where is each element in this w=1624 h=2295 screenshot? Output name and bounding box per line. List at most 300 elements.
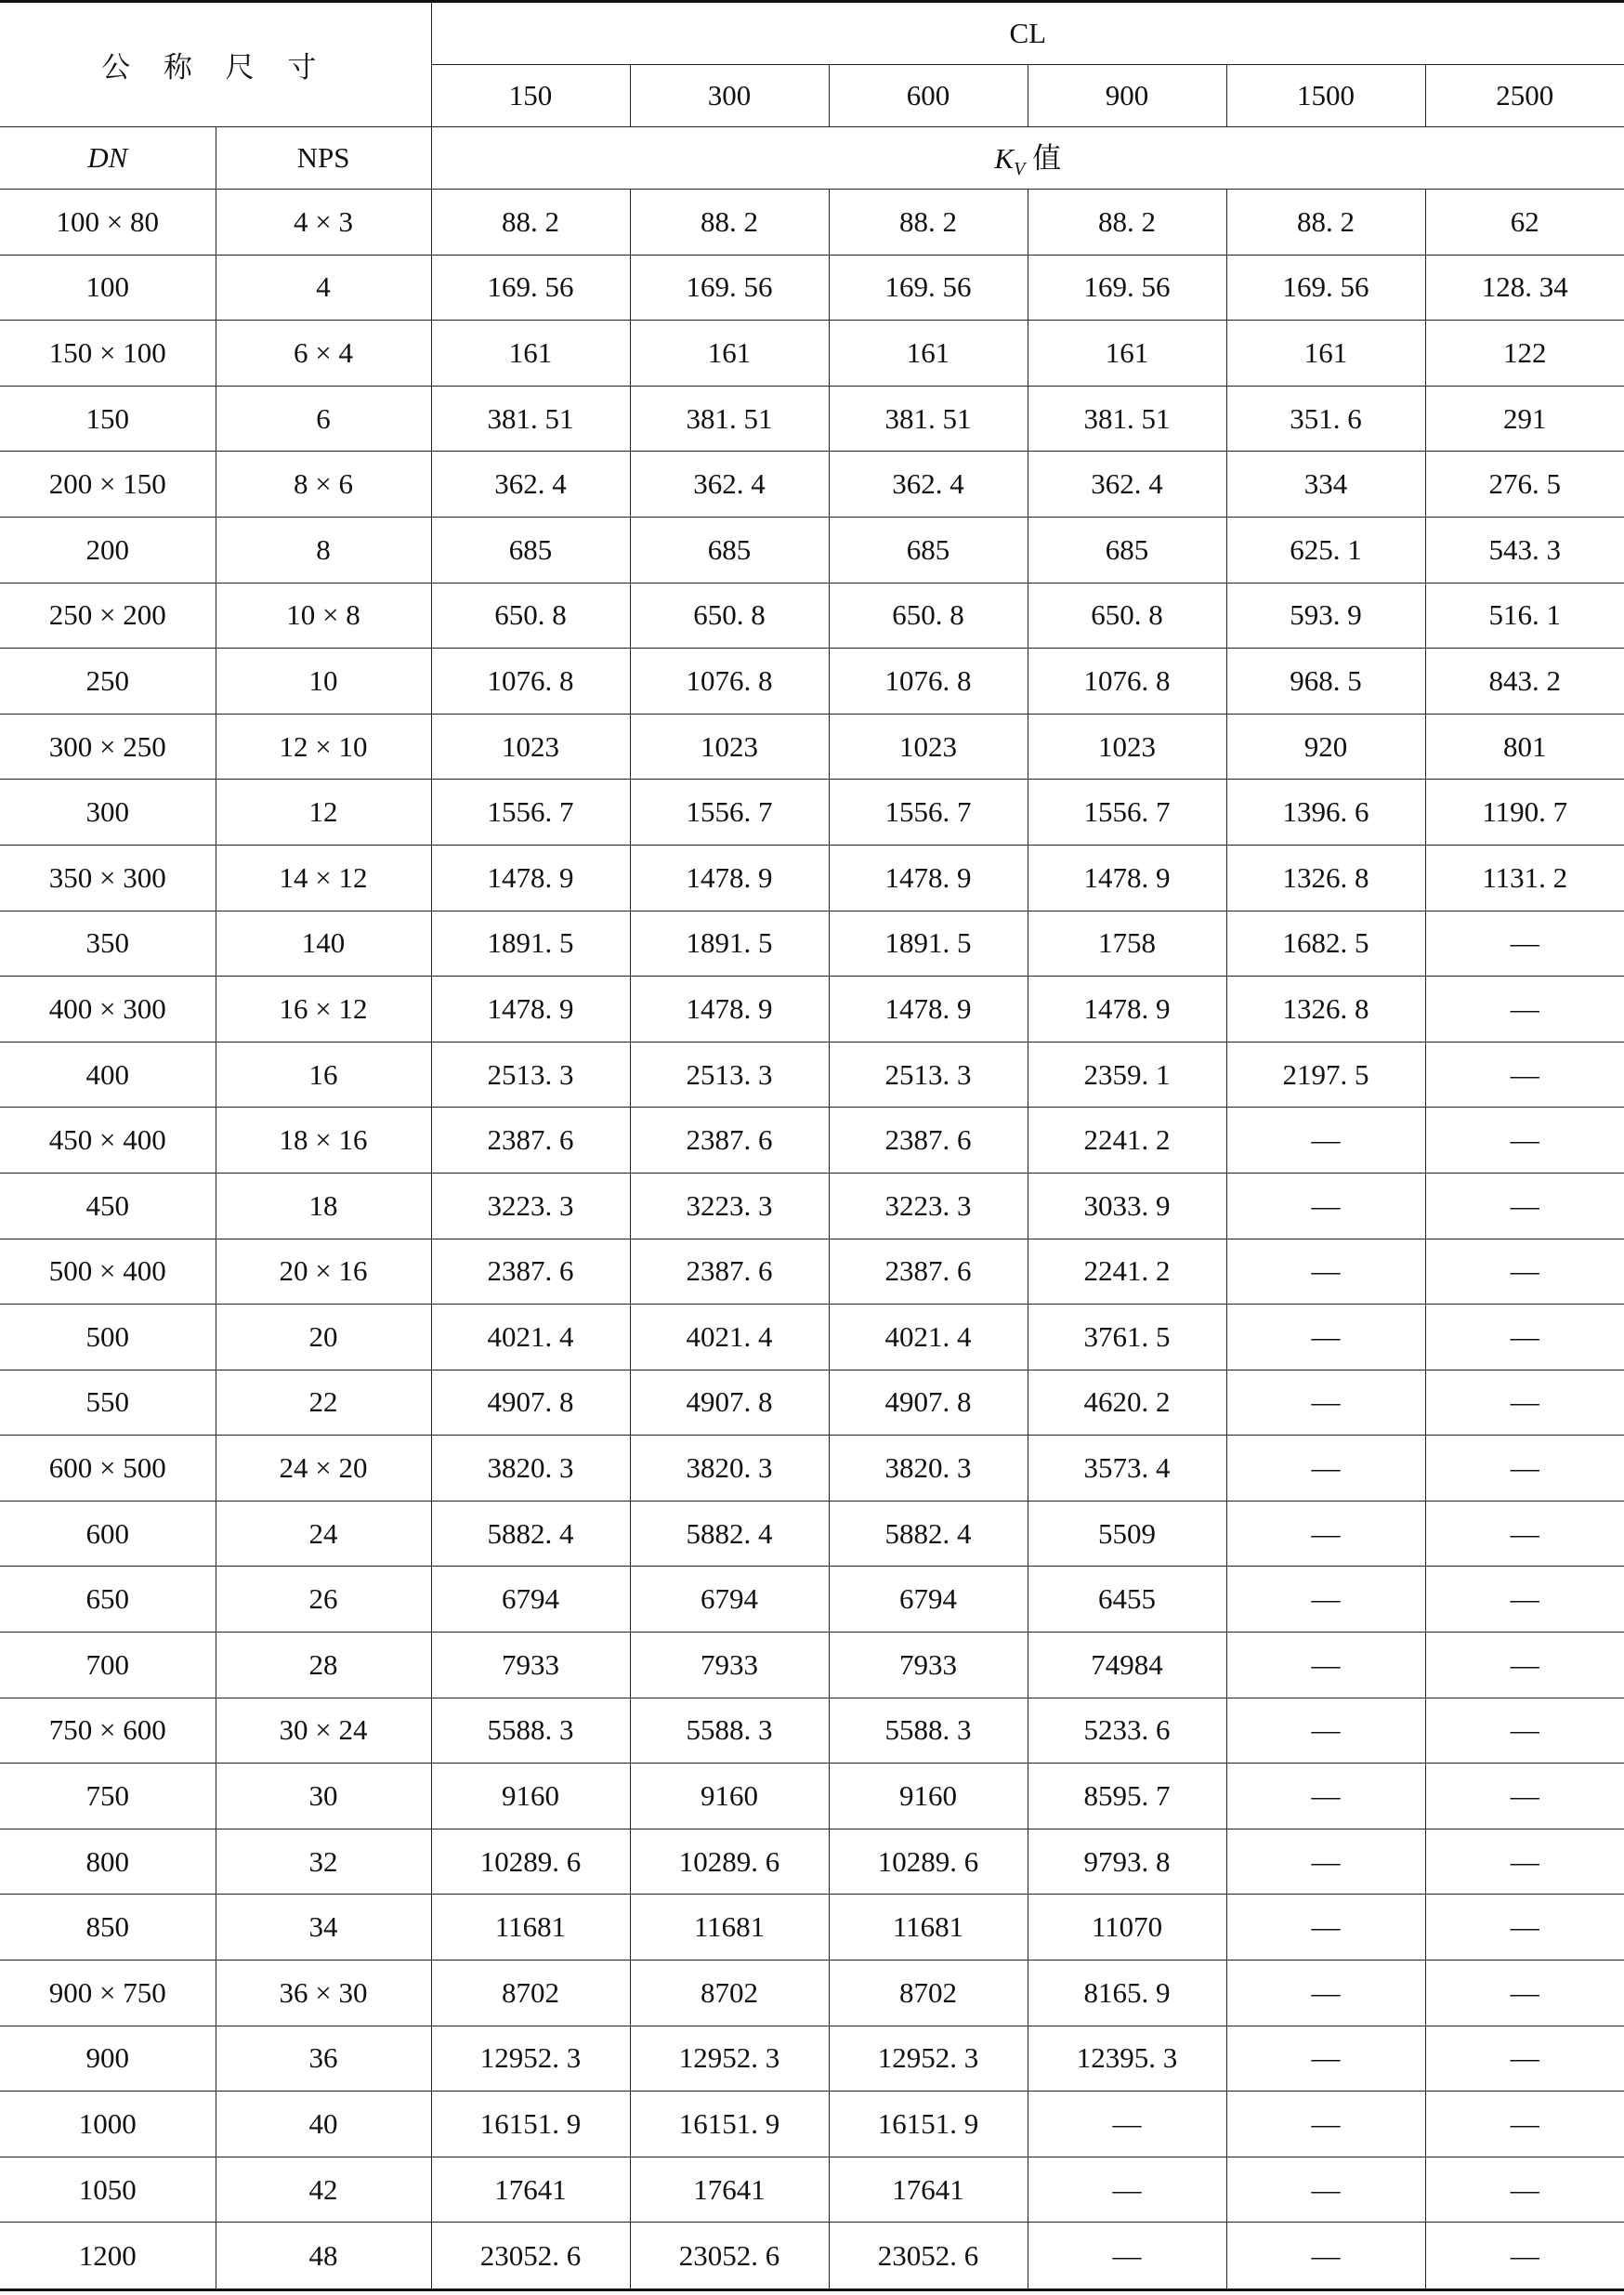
kv-cl2500-cell: — [1425,1370,1624,1436]
kv-cl900-cell: 169. 56 [1028,255,1226,321]
table-row [0,1764,1624,1829]
kv-cl600-cell: 4021. 4 [829,1305,1028,1370]
dn-cell: 700 [0,1633,216,1698]
kv-cl900-cell: 2241. 2 [1028,1239,1226,1305]
kv-cl2500-cell: — [1425,1829,1624,1895]
kv-cl1500-cell: 2197. 5 [1226,1042,1425,1108]
kv-cl2500-cell: — [1425,1895,1624,1961]
kv-cl150-cell: 381. 51 [431,386,630,452]
kv-cl1500-cell: — [1226,1895,1425,1961]
kv-subscript: V [1014,159,1026,180]
kv-cl150-cell: 362. 4 [431,452,630,518]
kv-cl300-cell: 5588. 3 [630,1698,829,1764]
nps-cell: 30 × 24 [216,1698,431,1764]
kv-cl600-cell: 1891. 5 [829,911,1028,977]
header-row-1 [0,2,1624,65]
table-row [0,977,1624,1043]
kv-cl2500-cell: — [1425,1961,1624,2026]
dn-cell: 500 [0,1305,216,1370]
dn-cell: 450 × 400 [0,1108,216,1174]
kv-cl900-cell: 3761. 5 [1028,1305,1226,1370]
kv-cl900-cell: — [1028,2223,1226,2290]
dn-cell: 450 [0,1173,216,1239]
kv-cl900-cell: 12395. 3 [1028,2026,1226,2092]
kv-cl2500-cell: — [1425,1501,1624,1567]
dn-cell: 350 [0,911,216,977]
kv-cl600-cell: 16151. 9 [829,2092,1028,2157]
nps-cell: 8 × 6 [216,452,431,518]
kv-cl150-cell: 1478. 9 [431,845,630,911]
kv-cl900-cell: 11070 [1028,1895,1226,1961]
kv-cl600-cell: 2387. 6 [829,1239,1028,1305]
nps-cell: 6 [216,386,431,452]
table-row [0,1829,1624,1895]
kv-cl1500-cell: — [1226,1436,1425,1502]
dn-cell: 1000 [0,2092,216,2157]
kv-cl900-cell: 8165. 9 [1028,1961,1226,2026]
kv-cl150-cell: 2387. 6 [431,1239,630,1305]
nps-cell: 16 × 12 [216,977,431,1043]
kv-cl2500-cell: — [1425,1305,1624,1370]
table-row [0,1961,1624,2026]
kv-cl600-cell: 3820. 3 [829,1436,1028,1502]
kv-cl2500-cell: 122 [1425,321,1624,387]
class-2500-header: 2500 [1425,65,1624,127]
kv-cl600-cell: 2387. 6 [829,1108,1028,1174]
kv-cl300-cell: 1023 [630,714,829,780]
dn-cell: 250 [0,649,216,715]
kv-cl900-cell: 1478. 9 [1028,977,1226,1043]
kv-cl2500-cell: — [1425,1633,1624,1698]
kv-cl2500-cell: — [1425,1698,1624,1764]
class-header: CL [431,2,1624,65]
kv-cl300-cell: 23052. 6 [630,2223,829,2290]
table-row [0,190,1624,256]
kv-cl300-cell: 362. 4 [630,452,829,518]
table-row [0,2026,1624,2092]
kv-cl600-cell: 161 [829,321,1028,387]
dn-cell: 650 [0,1567,216,1633]
dn-cell: 750 × 600 [0,1698,216,1764]
kv-cl600-cell: 1076. 8 [829,649,1028,715]
kv-cl900-cell: 381. 51 [1028,386,1226,452]
kv-cl2500-cell: — [1425,2223,1624,2290]
nps-cell: 24 [216,1501,431,1567]
table-row [0,649,1624,715]
kv-cl600-cell: 4907. 8 [829,1370,1028,1436]
kv-cl150-cell: 3820. 3 [431,1436,630,1502]
kv-cl600-cell: 12952. 3 [829,2026,1028,2092]
dn-cell: 100 [0,255,216,321]
kv-cl600-cell: 5588. 3 [829,1698,1028,1764]
dn-cell: 1050 [0,2157,216,2223]
kv-cl1500-cell: — [1226,1305,1425,1370]
nps-cell: 22 [216,1370,431,1436]
table-row [0,1436,1624,1502]
nps-cell: 48 [216,2223,431,2290]
table-row [0,386,1624,452]
kv-cl150-cell: 7933 [431,1633,630,1698]
nps-cell: 12 [216,780,431,846]
kv-cl300-cell: 1556. 7 [630,780,829,846]
kv-cl600-cell: 362. 4 [829,452,1028,518]
kv-cl300-cell: 17641 [630,2157,829,2223]
dn-cell: 600 [0,1501,216,1567]
kv-cl600-cell: 685 [829,517,1028,583]
kv-cl2500-cell: — [1425,1764,1624,1829]
kv-cl300-cell: 685 [630,517,829,583]
kv-cl150-cell: 5882. 4 [431,1501,630,1567]
nps-cell: 20 × 16 [216,1239,431,1305]
kv-cl300-cell: 2387. 6 [630,1239,829,1305]
kv-cl600-cell: 650. 8 [829,583,1028,649]
kv-cl300-cell: 1891. 5 [630,911,829,977]
kv-cl150-cell: 12952. 3 [431,2026,630,2092]
kv-cl300-cell: 1076. 8 [630,649,829,715]
kv-cl2500-cell: 801 [1425,714,1624,780]
kv-cl2500-cell: — [1425,2092,1624,2157]
kv-cl900-cell: 6455 [1028,1567,1226,1633]
kv-cl2500-cell: — [1425,1042,1624,1108]
kv-cl300-cell: 3223. 3 [630,1173,829,1239]
nps-cell: 28 [216,1633,431,1698]
kv-cl1500-cell: — [1226,1239,1425,1305]
table-row [0,2092,1624,2157]
table-row [0,1108,1624,1174]
nps-cell: 18 × 16 [216,1108,431,1174]
kv-cl150-cell: 3223. 3 [431,1173,630,1239]
kv-cl1500-cell: 593. 9 [1226,583,1425,649]
kv-cl150-cell: 1478. 9 [431,977,630,1043]
kv-cl1500-cell: — [1226,1829,1425,1895]
nps-cell: 14 × 12 [216,845,431,911]
kv-cl600-cell: 1478. 9 [829,845,1028,911]
kv-cl600-cell: 17641 [829,2157,1028,2223]
nps-cell: 8 [216,517,431,583]
kv-cl900-cell: 8595. 7 [1028,1764,1226,1829]
table-row [0,321,1624,387]
nps-cell: 32 [216,1829,431,1895]
kv-cl1500-cell: — [1226,1698,1425,1764]
kv-cl2500-cell: 1190. 7 [1425,780,1624,846]
kv-cl1500-cell: — [1226,2223,1425,2290]
dn-cell: 400 × 300 [0,977,216,1043]
dn-cell: 250 × 200 [0,583,216,649]
table-row [0,1633,1624,1698]
kv-cl1500-cell: 1326. 8 [1226,845,1425,911]
kv-cl900-cell: 3033. 9 [1028,1173,1226,1239]
kv-cl150-cell: 8702 [431,1961,630,2026]
table-row [0,845,1624,911]
kv-cl300-cell: 161 [630,321,829,387]
nps-cell: 30 [216,1764,431,1829]
dn-cell: 200 × 150 [0,452,216,518]
table-row [0,911,1624,977]
kv-suffix: 值 [1025,142,1062,176]
kv-cl300-cell: 7933 [630,1633,829,1698]
kv-cl1500-cell: 88. 2 [1226,190,1425,256]
kv-cl600-cell: 7933 [829,1633,1028,1698]
kv-cl300-cell: 12952. 3 [630,2026,829,2092]
kv-cl900-cell: 1478. 9 [1028,845,1226,911]
kv-cl300-cell: 88. 2 [630,190,829,256]
kv-cl2500-cell: — [1425,1436,1624,1502]
nps-cell: 18 [216,1173,431,1239]
kv-cl1500-cell: — [1226,1501,1425,1567]
nps-cell: 36 × 30 [216,1961,431,2026]
kv-cl900-cell: — [1028,2157,1226,2223]
kv-cl300-cell: 8702 [630,1961,829,2026]
table-row [0,452,1624,518]
nps-cell: 4 × 3 [216,190,431,256]
kv-cl300-cell: 4907. 8 [630,1370,829,1436]
kv-cl900-cell: 1076. 8 [1028,649,1226,715]
kv-cl600-cell: 10289. 6 [829,1829,1028,1895]
kv-cl600-cell: 169. 56 [829,255,1028,321]
kv-cl2500-cell: — [1425,911,1624,977]
kv-cl900-cell: 161 [1028,321,1226,387]
kv-cl900-cell: 650. 8 [1028,583,1226,649]
dn-cell: 1200 [0,2223,216,2290]
kv-cl900-cell: 685 [1028,517,1226,583]
class-900-header: 900 [1028,65,1226,127]
nps-cell: 10 [216,649,431,715]
kv-cl1500-cell: 334 [1226,452,1425,518]
dn-cell: 500 × 400 [0,1239,216,1305]
table-row [0,2157,1624,2223]
kv-cl600-cell: 88. 2 [829,190,1028,256]
dn-cell: 900 × 750 [0,1961,216,2026]
kv-cl600-cell: 23052. 6 [829,2223,1028,2290]
kv-cl300-cell: 2387. 6 [630,1108,829,1174]
kv-cl2500-cell: 291 [1425,386,1624,452]
kv-cl600-cell: 381. 51 [829,386,1028,452]
table-header [0,2,1624,190]
kv-cl300-cell: 5882. 4 [630,1501,829,1567]
header-row-3 [0,127,1624,190]
kv-cl600-cell: 1556. 7 [829,780,1028,846]
kv-cl150-cell: 23052. 6 [431,2223,630,2290]
kv-cl150-cell: 685 [431,517,630,583]
table-body [0,190,1624,2290]
kv-cl900-cell: — [1028,2092,1226,2157]
kv-cl2500-cell: 843. 2 [1425,649,1624,715]
kv-cl2500-cell: 128. 34 [1425,255,1624,321]
dn-cell: 600 × 500 [0,1436,216,1502]
kv-cl600-cell: 3223. 3 [829,1173,1028,1239]
table-row [0,517,1624,583]
dn-cell: 100 × 80 [0,190,216,256]
kv-cl1500-cell: 625. 1 [1226,517,1425,583]
kv-cl150-cell: 1556. 7 [431,780,630,846]
nps-cell: 40 [216,2092,431,2157]
kv-cl300-cell: 650. 8 [630,583,829,649]
kv-cl300-cell: 16151. 9 [630,2092,829,2157]
kv-cl150-cell: 9160 [431,1764,630,1829]
kv-cl900-cell: 1758 [1028,911,1226,977]
kv-cl1500-cell: — [1226,1173,1425,1239]
kv-cl1500-cell: 968. 5 [1226,649,1425,715]
nps-cell: 10 × 8 [216,583,431,649]
kv-cl150-cell: 650. 8 [431,583,630,649]
table-row [0,1173,1624,1239]
kv-cl600-cell: 9160 [829,1764,1028,1829]
nps-cell: 36 [216,2026,431,2092]
kv-cl1500-cell: — [1226,2026,1425,2092]
kv-cl150-cell: 88. 2 [431,190,630,256]
dn-cell: 300 [0,780,216,846]
nps-cell: 20 [216,1305,431,1370]
kv-cl1500-cell: 1326. 8 [1226,977,1425,1043]
nps-cell: 16 [216,1042,431,1108]
kv-cl1500-cell: 1682. 5 [1226,911,1425,977]
table-row [0,1305,1624,1370]
kv-cl150-cell: 2387. 6 [431,1108,630,1174]
kv-cl2500-cell: — [1425,1239,1624,1305]
kv-cl600-cell: 1023 [829,714,1028,780]
kv-cl900-cell: 3573. 4 [1028,1436,1226,1502]
table-row [0,583,1624,649]
kv-value-header [431,127,1624,190]
dn-cell: 200 [0,517,216,583]
kv-cl300-cell: 3820. 3 [630,1436,829,1502]
kv-cl150-cell: 11681 [431,1895,630,1961]
kv-cl150-cell: 4021. 4 [431,1305,630,1370]
dn-cell: 900 [0,2026,216,2092]
kv-cl150-cell: 6794 [431,1567,630,1633]
kv-cl1500-cell: 920 [1226,714,1425,780]
kv-cl2500-cell: — [1425,1567,1624,1633]
kv-cl300-cell: 11681 [630,1895,829,1961]
kv-cl600-cell: 11681 [829,1895,1028,1961]
kv-cl2500-cell: — [1425,977,1624,1043]
kv-cl900-cell: 74984 [1028,1633,1226,1698]
kv-cl900-cell: 5233. 6 [1028,1698,1226,1764]
kv-cl300-cell: 1478. 9 [630,977,829,1043]
kv-cl150-cell: 169. 56 [431,255,630,321]
kv-cl1500-cell: — [1226,1370,1425,1436]
dn-cell: 400 [0,1042,216,1108]
kv-cl600-cell: 1478. 9 [829,977,1028,1043]
kv-cl1500-cell: — [1226,2157,1425,2223]
kv-cl300-cell: 6794 [630,1567,829,1633]
kv-cl2500-cell: 276. 5 [1425,452,1624,518]
table-row [0,780,1624,846]
table-row [0,714,1624,780]
kv-cl600-cell: 5882. 4 [829,1501,1028,1567]
kv-cl300-cell: 2513. 3 [630,1042,829,1108]
dn-header: DN [0,127,216,190]
kv-cl600-cell: 8702 [829,1961,1028,2026]
kv-cl1500-cell: — [1226,1764,1425,1829]
kv-cl300-cell: 169. 56 [630,255,829,321]
kv-cl2500-cell: 1131. 2 [1425,845,1624,911]
kv-cl2500-cell: 543. 3 [1425,517,1624,583]
kv-cl1500-cell: 351. 6 [1226,386,1425,452]
kv-cl300-cell: 9160 [630,1764,829,1829]
kv-cl150-cell: 4907. 8 [431,1370,630,1436]
kv-cl150-cell: 5588. 3 [431,1698,630,1764]
kv-cl2500-cell: 62 [1425,190,1624,256]
dn-cell: 550 [0,1370,216,1436]
dn-cell: 300 × 250 [0,714,216,780]
nps-cell: 12 × 10 [216,714,431,780]
kv-cl900-cell: 2359. 1 [1028,1042,1226,1108]
kv-cl2500-cell: — [1425,2026,1624,2092]
kv-cl900-cell: 2241. 2 [1028,1108,1226,1174]
kv-cl1500-cell: — [1226,2092,1425,2157]
table-row [0,1042,1624,1108]
table-row [0,1567,1624,1633]
nps-cell: 24 × 20 [216,1436,431,1502]
kv-cl300-cell: 1478. 9 [630,845,829,911]
table-row [0,1239,1624,1305]
kv-cl900-cell: 4620. 2 [1028,1370,1226,1436]
kv-cl1500-cell: 169. 56 [1226,255,1425,321]
nps-cell: 42 [216,2157,431,2223]
kv-cl900-cell: 5509 [1028,1501,1226,1567]
dn-cell: 350 × 300 [0,845,216,911]
kv-cl1500-cell: — [1226,1108,1425,1174]
kv-cl900-cell: 9793. 8 [1028,1829,1226,1895]
kv-cl150-cell: 10289. 6 [431,1829,630,1895]
nps-cell: 26 [216,1567,431,1633]
nps-cell: 6 × 4 [216,321,431,387]
table-row [0,2223,1624,2290]
nps-header: NPS [216,127,431,190]
table-row [0,1501,1624,1567]
kv-cl150-cell: 2513. 3 [431,1042,630,1108]
dn-cell: 150 × 100 [0,321,216,387]
table-row [0,255,1624,321]
class-150-header: 150 [431,65,630,127]
kv-cl900-cell: 88. 2 [1028,190,1226,256]
dn-cell: 150 [0,386,216,452]
kv-cl900-cell: 362. 4 [1028,452,1226,518]
kv-cl600-cell: 6794 [829,1567,1028,1633]
kv-cl2500-cell: — [1425,1173,1624,1239]
class-300-header: 300 [630,65,829,127]
kv-cl150-cell: 17641 [431,2157,630,2223]
kv-cl2500-cell: — [1425,2157,1624,2223]
kv-cl1500-cell: — [1226,1961,1425,2026]
kv-cl900-cell: 1023 [1028,714,1226,780]
kv-symbol: K [994,142,1015,176]
dn-cell: 800 [0,1829,216,1895]
nps-cell: 4 [216,255,431,321]
kv-cl2500-cell: 516. 1 [1425,583,1624,649]
kv-cl150-cell: 161 [431,321,630,387]
kv-cl1500-cell: 1396. 6 [1226,780,1425,846]
kv-cl150-cell: 1891. 5 [431,911,630,977]
table-row [0,1895,1624,1961]
kv-cl600-cell: 2513. 3 [829,1042,1028,1108]
dn-cell: 750 [0,1764,216,1829]
kv-cl150-cell: 16151. 9 [431,2092,630,2157]
kv-cl1500-cell: — [1226,1567,1425,1633]
kv-cl2500-cell: — [1425,1108,1624,1174]
kv-cl300-cell: 4021. 4 [630,1305,829,1370]
nps-cell: 34 [216,1895,431,1961]
class-600-header: 600 [829,65,1028,127]
nps-cell: 140 [216,911,431,977]
kv-cl900-cell: 1556. 7 [1028,780,1226,846]
class-1500-header: 1500 [1226,65,1425,127]
kv-cl300-cell: 10289. 6 [630,1829,829,1895]
kv-cl1500-cell: 161 [1226,321,1425,387]
nominal-size-header: 公 称 尺 寸 [0,2,431,127]
dn-cell: 850 [0,1895,216,1961]
